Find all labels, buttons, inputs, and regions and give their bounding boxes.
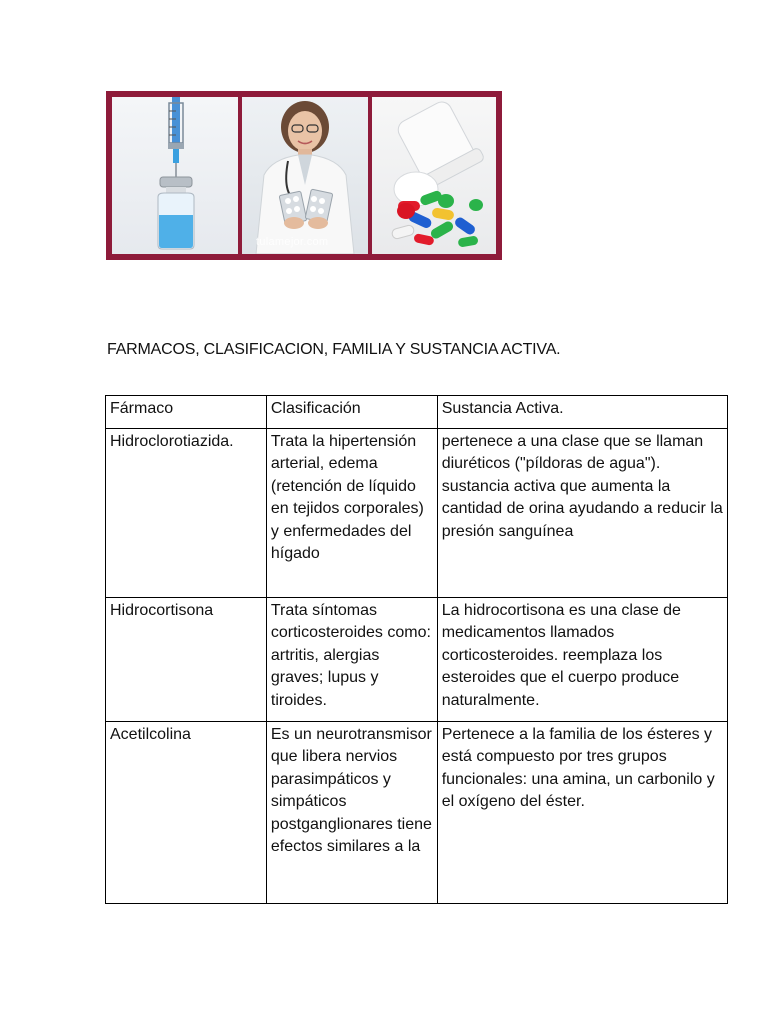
- cell-farmaco: Hidrocortisona: [106, 598, 267, 722]
- table-row: [106, 429, 728, 598]
- header-sustancia-activa: Sustancia Activa.: [437, 396, 727, 429]
- cell-sustancia: pertenece a una clase que se llaman diuréticos ("píldoras de agua"). sustancia activa que aumenta la cantidad de orina ayudando a reducir la presión sanguínea: [437, 429, 727, 598]
- cell-sustancia: La hidrocortisona es una clase de medicamentos llamados corticosteroides. reemplaza los esteroides que el cuerpo produce naturalmente.: [437, 598, 727, 722]
- pill-bottle-image: [372, 97, 496, 254]
- cell-farmaco: Acetilcolina: [106, 722, 267, 904]
- header-image-banner: [106, 91, 502, 260]
- doctor-image: [242, 97, 368, 254]
- cell-sustancia: Pertenece a la familia de los ésteres y está compuesto por tres grupos funcionales: una amina, un carbonilo y el oxígeno del éster.: [437, 722, 727, 904]
- header-farmaco: Fármaco: [106, 396, 267, 429]
- cell-clasificacion: Trata la hipertensión arterial, edema (retención de líquido en tejidos corporales) y enfermedades del hígado: [266, 429, 437, 598]
- syringe-vial-image: [112, 97, 238, 254]
- drug-table: [105, 395, 728, 904]
- watermark-text: tulamejor.com: [256, 236, 329, 248]
- table-header-row: [106, 396, 728, 429]
- document-title: FARMACOS, CLASIFICACION, FAMILIA Y SUSTANCIA ACTIVA.: [107, 341, 561, 358]
- cell-farmaco: Hidroclorotiazida.: [106, 429, 267, 598]
- cell-clasificacion-text: Es un neurotransmisor que libera nervios parasimpáticos y simpáticos postganglionares tiene efectos similares a la: [270, 726, 432, 856]
- cell-clasificacion: [266, 722, 437, 904]
- table-row: [106, 598, 728, 722]
- cell-clasificacion: Trata síntomas corticosteroides como: artritis, alergias graves; lupus y tiroides.: [266, 598, 437, 722]
- table-row: [106, 722, 728, 904]
- header-clasificacion: Clasificación: [266, 396, 437, 429]
